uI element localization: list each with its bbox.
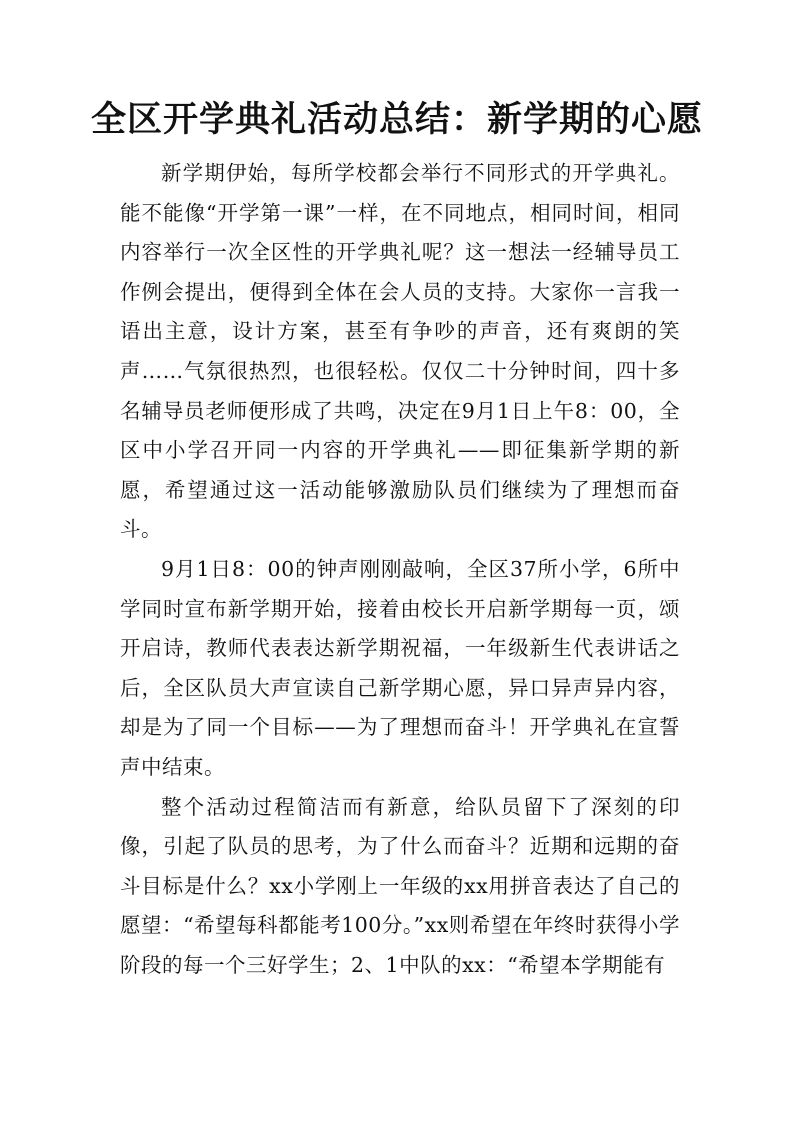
paragraph-intro: 新学期伊始，每所学校都会举行不同形式的开学典礼。能不能像“开学第一课”一样，在不同地点，相同时间，相同内容举行一次全区性的开学典礼呢？这一想法一经辅导员工作例会提出，便得到全体在会人员的支持。大家你一言我一语出主意，设计方案，甚至有争吵的声音，还有爽朗的笑声……气氛很热烈，也很轻松。仅仅二十分钟时间，四十多名辅导员老师便形成了共鸣，决定在9月1日上午8：00，全区中小学召开同一内容的开学典礼——即征集新学期的新愿，希望通过这一活动能够激励队员们继续为了理想而奋斗。 [120,161,680,542]
document-body [120,154,680,985]
paragraph-reflection: 整个活动过程简洁而有新意，给队员留下了深刻的印像，引起了队员的思考，为了什么而奋斗？近期和远期的奋斗目标是什么？xx小学刚上一年级的xx用拼音表达了自己的愿望：“希望每科都能考100分。”xx则希望在年终时获得小学阶段的每一个三好学生；2、1中队的xx：“希望本学期能有 [120,794,680,977]
paragraph-ceremony: 9月1日8：00的钟声刚刚敲响，全区37所小学，6所中学同时宣布新学期开始，接着由校长开启新学期每一页，颂开启诗，教师代表表达新学期祝福，一年级新生代表讲话之后，全区队员大声宣读自己新学期心愿，异口异声异内容，却是为了同一个目标——为了理想而奋斗！开学典礼在宣誓声中结束。 [120,556,680,779]
document-title: 全区开学典礼活动总结：新学期的心愿 [90,99,703,140]
